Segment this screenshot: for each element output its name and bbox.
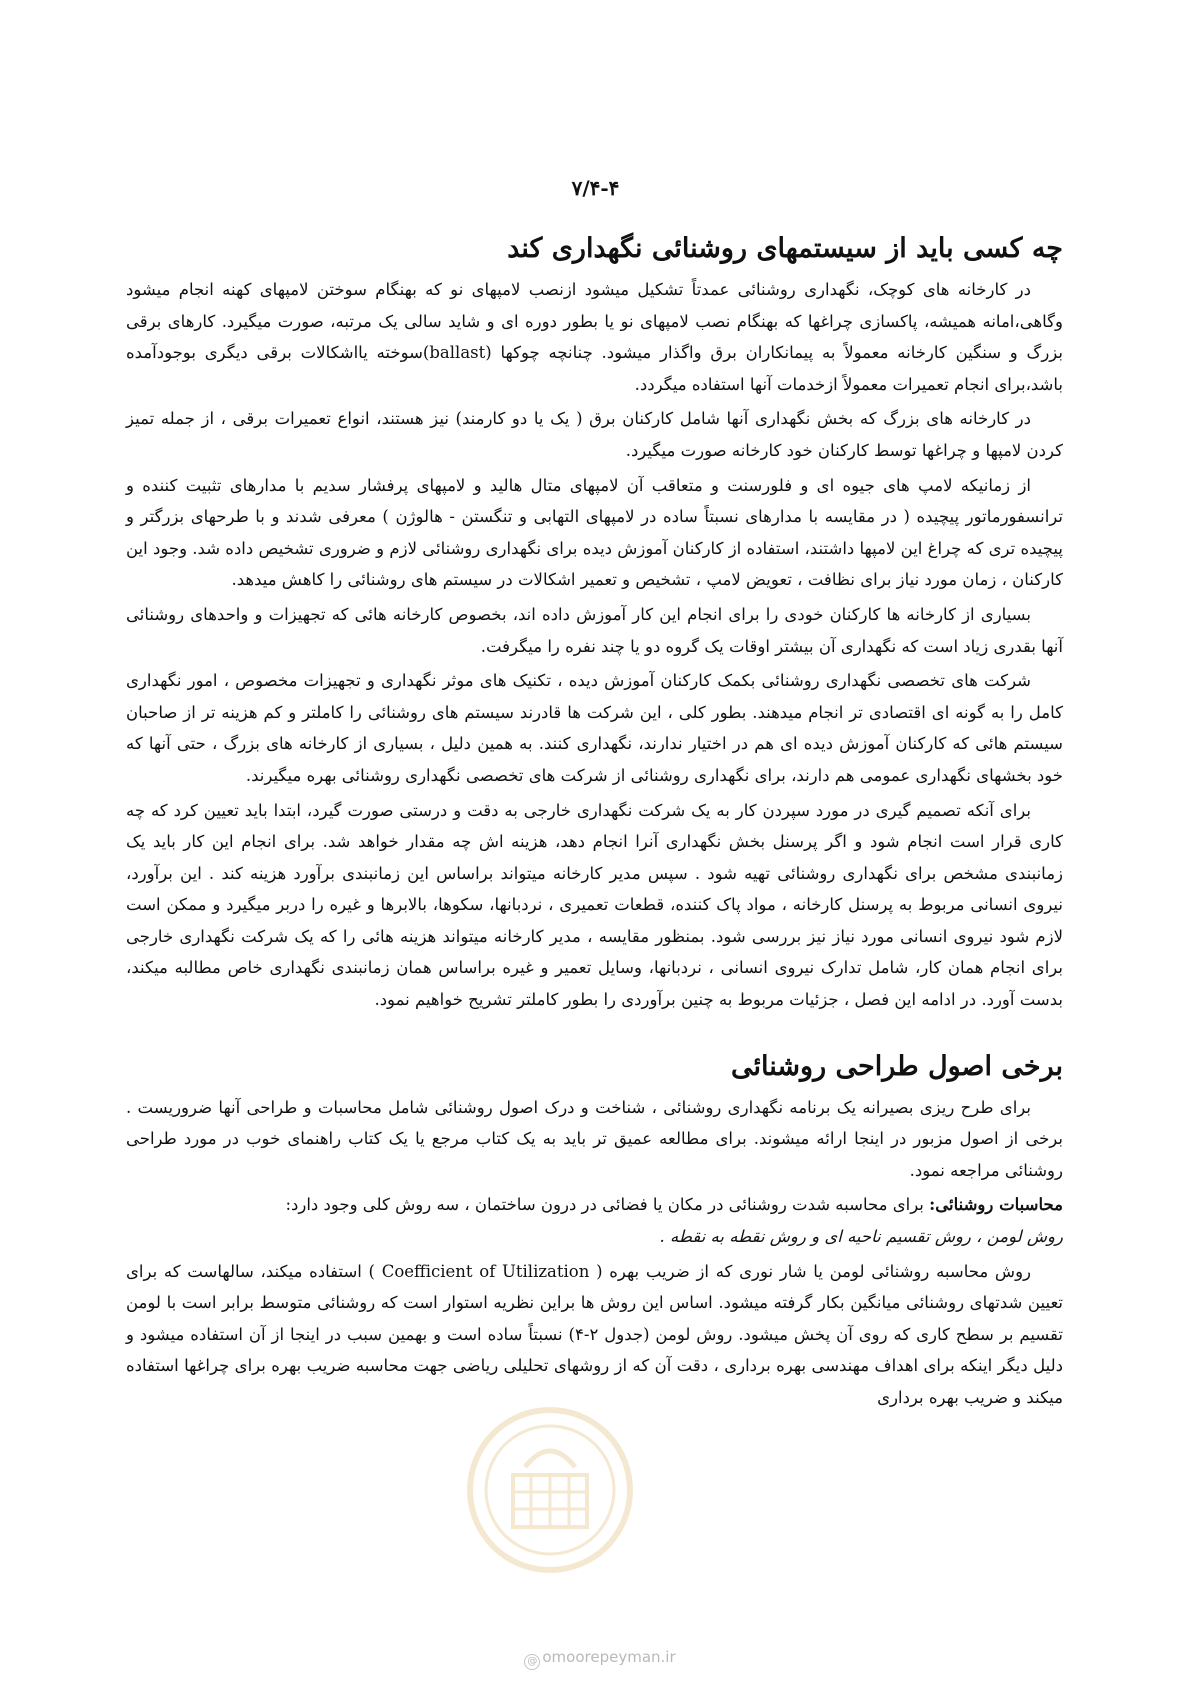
paragraph: در کارخانه های بزرگ که بخش نگهداری آنها شامل کارکنان برق ( یک یا دو کارمند) نیز هستند، انواع تعمیرات برقی ، از جمله تمیز کردن لامپها و چراغها توسط کارکنان خود کارخانه صورت میگیرد.	[126, 409, 1063, 460]
section-heading-maintenance: چه کسی باید از سیستمهای روشنائی نگهداری کند	[507, 233, 1063, 264]
paragraph: برای آنکه تصمیم گیری در مورد سپردن کار به یک شرکت نگهداری خارجی به دقت و درستی صورت گیرد، ابتدا باید تعیین کرد که چه کاری قرار است انجام شود و اگر پرسنل بخش نگهداری آنرا انجام دهد، هزینه اش چه مقدار خواهد شد. برای انجام این کار باید یک زمانبندی مشخص برای نگهداری روشنائی تهیه شود . سپس مدیر کارخانه میتواند براساس این زمانبندی برآورد هزینه کند . این برآورد، نیروی انسانی مربوط به پرسنل کارخانه ، مواد پاک کننده، قطعات تعمیری ، نردبانها، سکوها، بالابرها و غیره را دربر میگیرد و ممکن است لازم شود نیروی انسانی مورد نیاز نیز بررسی شود. بمنظور مقایسه ، مدیر کارخانه میتواند هزینه هائی را که یک شرکت نگهداری خارجی برای انجام همان کار، شامل تدارک نیروی انسانی ، نردبانها، وسایل تعمیر و غیره براساس همان زمانبندی نگهداری خاص مطالبه میکند، بدست آورد. در ادامه این فصل ، جزئیات مربوط به چنین برآوردی را بطور کاملتر تشریح خواهیم نمود.	[126, 800, 1063, 1010]
section-design-principles	[126, 1046, 1063, 1414]
paragraph: بسیاری از کارخانه ها کارکنان خودی را برای انجام این کار آموزش داده اند، بخصوص کارخانه هائی که تجهیزات و واحدهای روشنائی آنها بقدری زیاد است که نگهداری آن بیشتر اوقات یک گروه دو یا چند نفره را میگرفت.	[126, 604, 1063, 656]
paragraph: در کارخانه های کوچک، نگهداری روشنائی عمدتاً تشکیل میشود ازنصب لامپهای نو که بهنگام سوختن لامپهای کهنه انجام میشود وگاهی،امانه همیشه، پاکسازی چراغها که بهنگام نصب لامپهای نو یا بطور دوره ای و شاید سالی یک مرتبه، صورت میگیرد. کارهای برقی بزرگ و سنگین کارخانه معمولاً به پیمانکاران برق واگذار میشود. چنانچه چوکها (ballast)سوخته یااشکالات برقی دیگری بوجودآمده باشد،برای انجام تعمیرات معمولاً ازخدمات آنها استفاده میگردد.	[126, 280, 1063, 394]
lighting-calculations-text: برای محاسبه شدت روشنائی در مکان یا فضائی در درون ساختمان ، سه روش کلی وجود دارد:	[285, 1195, 930, 1215]
page-content	[126, 228, 1063, 1417]
at-icon: @	[524, 1654, 540, 1670]
watermark-url	[450, 1648, 750, 1670]
page-number: ۷/۴-۴	[571, 176, 620, 200]
calculation-methods-line: روش لومن ، روش تقسیم ناحیه ای و روش نقطه به نقطه .	[659, 1227, 1063, 1247]
paragraph: روش محاسبه روشنائی لومن یا شار نوری که از ضریب بهره ( Coefficient of Utilization ) استفاده میکند، سالهاست که برای تعیین شدتهای روشنائی میانگین بکار گرفته میشود. اساس این روش ها براین نظریه استوار است که روشنائی متوسط برابر است با لومن تقسیم بر سطح کاری که روی آن پخش میشود. روش لومن (جدول ۲-۴) نسبتاً ساده است و بهمین سبب در اینجا از آن استفاده میشود و دلیل دیگر اینکه برای اهداف مهندسی بهره برداری ، دقت آن که از روشهای تحلیلی ریاضی جهت محاسبه ضریب بهره برای چراغها استفاده میکند و ضریب بهره برداری	[126, 1261, 1063, 1407]
watermark-seal-logo	[465, 1405, 635, 1575]
paragraph: شرکت های تخصصی نگهداری روشنائی بکمک کارکنان آموزش دیده ، تکنیک های موثر نگهداری و تجهیزات مخصوص ، امور نگهداری کامل را به گونه ای اقتصادی تر انجام میدهند. بطور کلی ، این شرکت ها قادرند سیستم های روشنائی را کاملتر و کم هزینه تر از صاحبان سیستم هائی که کارکنان آموزش دیده ای هم در اختیار ندارند، نگهداری کنند. به همین دلیل ، بسیاری از کارخانه های بزرگ ، حتی آنها که خود بخشهای نگهداری عمومی هم دارند، برای نگهداری روشنائی از شرکت های تخصصی نگهداری روشنائی بهره میگیرند.	[126, 671, 1063, 785]
lighting-calculations-line	[126, 1189, 1063, 1221]
lighting-calculations-term: محاسبات روشنائی:	[929, 1195, 1063, 1215]
paragraph: برای طرح ریزی بصیرانه یک برنامه نگهداری روشنائی ، شناخت و درک اصول روشنائی شامل محاسبات و طراحی آنها ضروریست . برخی از اصول مزبور در اینجا ارائه میشوند. برای مطالعه عمیق تر باید به یک کتاب مرجع یا یک کتاب راهنمای خوب در مورد طراحی روشنائی مراجعه نمود.	[126, 1097, 1063, 1180]
section-heading-design-principles: برخی اصول طراحی روشنائی	[731, 1050, 1063, 1082]
paragraph: از زمانیکه لامپ های جیوه ای و فلورسنت و متعاقب آن لامپهای متال هالید و لامپهای پرفشار سدیم با مدارهای تثبیت کننده و ترانسفورماتور پیچیده ( در مقایسه با مدارهای نسبتاً ساده در لامپهای التهابی و تنگستن - هالوژن ) معرفی شدند و با طرحهای بزرگتر و پیچیده تری که چراغ این لامپها داشتند، استفاده از کارکنان آموزش دیده برای نگهداری روشنائی لازم و ضروری تشخیص داده شد. وجود این کارکنان ، زمان مورد نیاز برای نظافت ، تعویض لامپ ، تشخیص و تعمیر اشکالات در سیستم های روشنائی را کاهش میدهد.	[126, 475, 1064, 590]
watermark-url-text: omoorepeyman.ir	[542, 1648, 676, 1666]
